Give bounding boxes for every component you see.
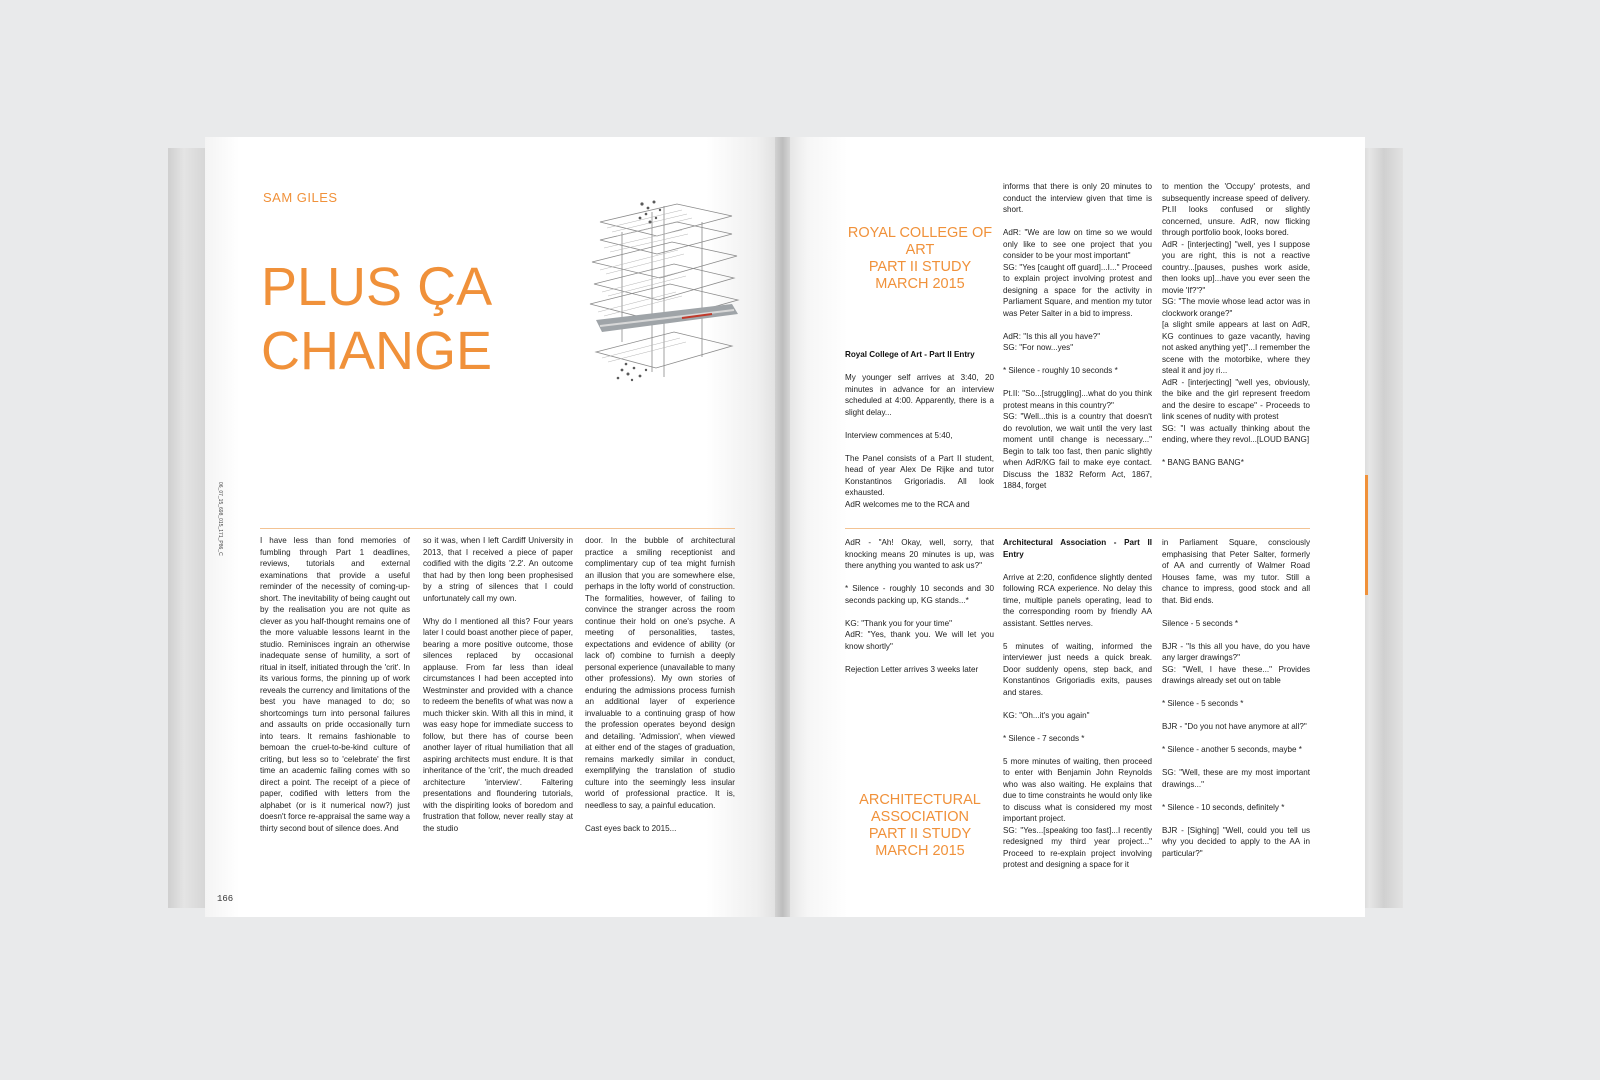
page-number: 166 <box>217 894 234 904</box>
right-page <box>790 137 1365 917</box>
left-divider-rule <box>260 528 735 529</box>
article-title <box>261 255 492 383</box>
body-paragraph: I have less than fond memories of fumbling through Part 1 deadlines, reviews, tutorials and external examinations that provide a useful reminder of the necessity of coming-up-short. The inevitability of being caught out by the realisation you are not quite as clever as you half-thought remains one of the more valuable lessons learnt in the studio. Reminisces ingrain an otherwise inadequate sense of humility, a sort of ritual in itself, initiated through the 'crit'. In its various forms, the pinning up of work reveals the currency and limitations of the best you have managed to do; so shortcomings turn into personal failures and assaults on pride occasionally turn into tears. It remains fashionable to bemoan the cruel-to-be-kind culture of criting, but less so to 'celebrate' the first time an academic failing comes with so direct a point. The receipt of a piece of paper, codified with letters from the alphabet (or is it numerical now?) just doesn't force re-appraisal the same way a thirty second bout of silence does. And <box>260 536 411 833</box>
rca-heading: ROYAL COLLEGE OF ART PART II STUDY MARCH 2015 <box>847 225 993 292</box>
body-paragraph: Cast eyes back to 2015... <box>585 823 677 833</box>
magazine-spread <box>205 137 1360 917</box>
author-name: SAM GILES <box>263 190 338 205</box>
architectural-axonometric-drawing <box>582 192 742 387</box>
aa-column-3: in Parliament Square, consciously emphasising that Peter Salter, formerly of AA and currently of Walmer Road Houses fame, was my tutor. Still a chance to impress, good stock and all that. Bid ends. Silence - 5 seconds * BJR - "Is this all you have, do you have any larger drawings?" SG: "Well, I have these..." Provides drawings already set out on table * Silence - 5 seconds * BJR - "Do you not have anymore at all?" * Silence - another 5 seconds, maybe * SG: "Well, these are my most important drawings..." * Silence - 10 seconds, definitely * BJR - [Sighing] "Well, could you tell us why you decided to apply to the AA in particular?" <box>1162 538 1310 858</box>
left-column-3 <box>585 535 735 846</box>
aa-heading: ARCHITECTURAL ASSOCIATION PART II STUDY MARCH 2015 <box>859 792 981 859</box>
right-divider-rule <box>845 528 1310 529</box>
body-paragraph: door. In the bubble of architectural practice a smiling receptionist and complimentary cup of tea might furnish an illusion that you are somewhere else, perhaps in the lofty world of construction. The formalities, however, of failing to convince the stranger across the room continue their hold on one's psyche. A meeting of personalities, tastes, expectations and evidence of ability (or lack of) combine to furnish a deeply personal experience (unavailable to many other professions). My own stories of enduring the admissions process furnish an additional layer of experience invaluable to a continuing grasp of how the profession operates beyond design and detailing. 'Admission', when viewed at either end of the stages of graduation, remains markedly similar in conduct, exemplifying the translation of studio culture into the seemingly less insular world of professional practice. It is, needless to say, a painful education. <box>585 536 735 810</box>
body-paragraph: Why do I mentioned all this? Four years later I could boast another piece of paper, bearing a more positive outcome, those silences replaced by occasional applause. From far less than ideal circumstances I had been accepted into Westminster and provided with a chance to redeem the benefits of what was now a much thicker skin. With all this in mind, it was easy hope for immediate success to follow, but there has of course been another layer of ritual humiliation that all aspiring architects must endure. It is that inheritance of the 'crit', the much dreaded architecture 'interview'. Faltering presentations and floundering tutorials, with the dispiriting looks of boredom and frustration that follow, never really stay at the studio <box>423 616 573 833</box>
rca-column-3: to mention the 'Occupy' protests, and subsequently increase speed of delivery. Pt.II looks confused or slightly concerned, unsure. AdR, now flicking through portfolio book, looks bored. AdR - [interjecting] "well, yes I suppose you are right, this is not a reactive country...[pauses, pushes work aside, then looks up]...have you ever seen the movie 'If?'?" SG: "The movie whose lead actor was in clockwork orange?" [a slight smile appears at last on AdR, KG continues to gaze vacantly, having not asked anything yet]"...I remember the scene with the motorbike, where they steal it and joy ri... AdR - [interjecting] "well yes, obviously, the bike and the girl represent freedom and the desire to escape" - Proceeds to link scenes of nudity with protest SG: "I was actually thinking about the ending, where they revol...[LOUD BANG] * BANG BANG BANG* <box>1162 182 1310 467</box>
rca-subheading: Royal College of Art - Part II Entry <box>845 350 975 359</box>
side-code: 06_07_15_698_015_171_P86_C <box>217 482 223 556</box>
body-paragraph: so it was, when I left Cardiff University in 2013, that I received a piece of paper codified with the digits '2.2'. An outcome that had by then long been prophesised by a string of silences that I could unfortunately call my own. <box>423 536 573 603</box>
title-line-1: PLUS ÇA <box>261 257 493 317</box>
rca-column-1: Royal College of Art - Part II Entry My younger self arrives at 3:40, 20 minutes in advance for an interview scheduled at 4:00. Apparently, there is a slight delay... Interview commences at 5:40, The Panel consists of a Part II student, head of year Alex De Rijke and tutor Konstantinos Grigoriadis. All look exhausted. AdR welcomes me to the RCA and <box>845 350 994 509</box>
left-page <box>205 137 775 917</box>
page-edges-left <box>168 148 208 908</box>
rca-column-1-continued: AdR - "Ah! Okay, well, sorry, that knocking means 20 minutes is up, was there anything you wanted to ask us?" * Silence - roughly 10 seconds and 30 seconds packing up, KG stands...* KG: "Thank you for your time" AdR: "Yes, thank you. We will let you know shortly" Rejection Letter arrives 3 weeks later <box>845 538 994 674</box>
left-column-1 <box>260 535 410 846</box>
spine-gutter <box>775 137 790 917</box>
rca-column-2: informs that there is only 20 minutes to conduct the interview given that time is short. AdR: "We are low on time so we would only like to see one project that you consider to be your most important" SG: "Yes [caught off guard]...I..." Proceed to explain project involving protest and designing a space for the activity in Parliament Square, and mention my tutor was Peter Salter in a bid to impress. AdR: "Is this all you have?" SG: "For now...yes" * Silence - roughly 10 seconds * Pt.II: "So...[struggling]...what do you think protest means in this country?" SG: "Well...this is a country that doesn't do revolution, we wait until the very last moment until change is necessary..." Begin to talk too fast, then panic slightly when AdR/KG fail to make eye contact. Discuss the 1832 Reform Act, 1867, 1884, forget <box>1003 182 1152 490</box>
title-line-2: CHANGE <box>261 321 493 381</box>
aa-subheading: Architectural Association - Part II Entry <box>1003 538 1152 559</box>
aa-column-2: Architectural Association - Part II Entry Arrive at 2:20, confidence slightly dented following RCA experience. No delay this time, multiple panels operating, lead to the corresponding room by friendly AA assistant. Settles nerves. 5 minutes of waiting, informed the interviewer just needs a quick break. Door suddenly opens, step back, and Konstantinos Grigoriadis exits, pauses and stares. KG: "Oh...it's you again" * Silence - 7 seconds * 5 more minutes of waiting, then proceed to enter with Benjamin John Reynolds who was also waiting. He explains that due to time constraints he would only like to discuss what is considered my most important project. SG: "Yes...[speaking too fast]...I recently redesigned my third year project..." Proceed to re-explain project involving protest and designing a space for it <box>1003 538 1152 869</box>
left-column-2 <box>423 535 573 846</box>
